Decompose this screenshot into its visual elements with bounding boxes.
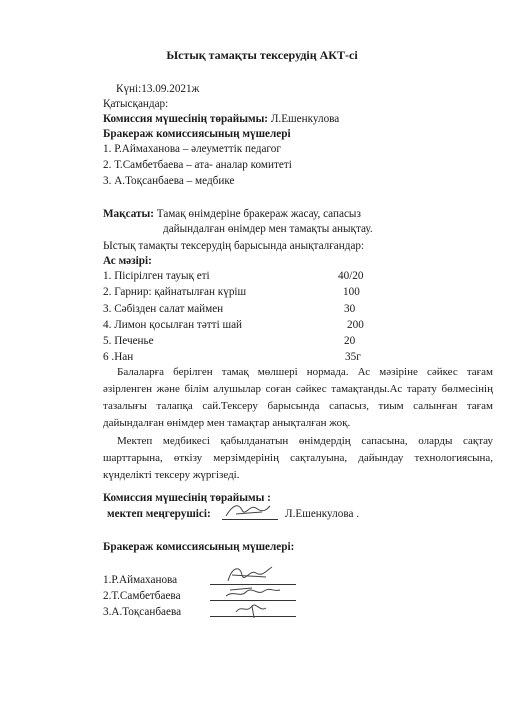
sign-head-name: Л.Ешенкулова . — [285, 508, 360, 520]
participants-label: Қатысқандар: — [103, 98, 169, 110]
purpose-text-2: дайындалған өнімдер мен тамақты анықтау. — [163, 223, 373, 235]
menu-item-2-name: 2. Гарнир: қайнатылған күріш — [103, 286, 247, 298]
findings-intro: Ыстық тамақты тексерудің барысында анықталғандар: — [103, 240, 365, 252]
brakerage-header: Бракераж комиссиясының мүшелері — [103, 128, 291, 140]
chair-label: Комиссия мүшесінің төрайымы: — [103, 113, 269, 125]
menu-item-6-value: 35г — [345, 351, 361, 363]
menu-item-3-value: 30 — [344, 303, 356, 315]
sign-member-1: 1.Р.Аймаханова — [103, 574, 178, 586]
purpose-label: Мақсаты: — [103, 208, 154, 220]
purpose-text-1: Тамақ өнімдеріне бракераж жасау, сапасыз — [153, 208, 361, 220]
head-signature — [222, 500, 282, 522]
menu-item-5-value: 20 — [344, 335, 356, 347]
menu-item-3-name: 3. Сәбізден салат маймен — [103, 303, 224, 315]
member-2: 2. Т.Самбетбаева – ата- аналар комитеті — [103, 159, 292, 171]
sign-head-label: мектеп меңгерушісі: — [107, 508, 211, 520]
menu-label: Ас мәзірі: — [103, 255, 152, 267]
chair-name: Л.Ешенкулова — [268, 113, 340, 125]
member-3: 3. А.Тоқсанбаева – медбике — [103, 175, 235, 187]
date-line: Күні:13.09.2021ж — [116, 83, 200, 95]
menu-item-5-name: 5. Печенье — [103, 335, 154, 347]
document-title: Ыстық тамақты тексерудің АКТ-сі — [166, 48, 358, 62]
menu-item-1-value: 40/20 — [338, 270, 364, 282]
paragraph-1: Балаларға берілген тамақ мөлшері нормада. Ас мәзіріне сәйкес тағам әзірленген және білім алушылар соған сәйкес тамақтанды.Ас тарату бөлмесінің тазалығы талапқа сай.Тексеру барысында сапасыз, тиым салынған тағам дайындалған өнімдер мен тамақтар анықталған жоқ. — [103, 366, 493, 429]
purpose-line — [103, 207, 361, 221]
member-1: 1. Р.Аймаханова – әлеуметтік педагог — [103, 143, 281, 155]
sign-chair-label: Комиссия мүшесінің төрайымы : — [103, 492, 271, 504]
member-3-signature — [232, 598, 276, 620]
menu-item-2-value: 100 — [343, 286, 360, 298]
sign-members-label: Бракераж комиссиясының мүшелері: — [103, 541, 295, 553]
sign-member-2: 2.Т.Самбетбаева — [103, 590, 181, 602]
sign-member-3: 3.А.Тоқсанбаева — [103, 606, 182, 618]
chair-line — [103, 112, 339, 126]
menu-item-1-name: 1. Пісірілген тауық еті — [103, 270, 210, 282]
menu-item-6-name: 6 .Нан — [103, 351, 134, 363]
paragraph-2: Мектеп медбикесі қабылданатын өнімдердің сапасына, оларды сақтау шарттарына, өткізу мерзімдерінің сақталуына, дайындау технологиясына, күнделікті тексеру жүргізеді. — [103, 435, 493, 481]
menu-item-4-value: 200 — [347, 319, 364, 331]
menu-item-4-name: 4. Лимон қосылған тәтті шай — [103, 319, 243, 331]
